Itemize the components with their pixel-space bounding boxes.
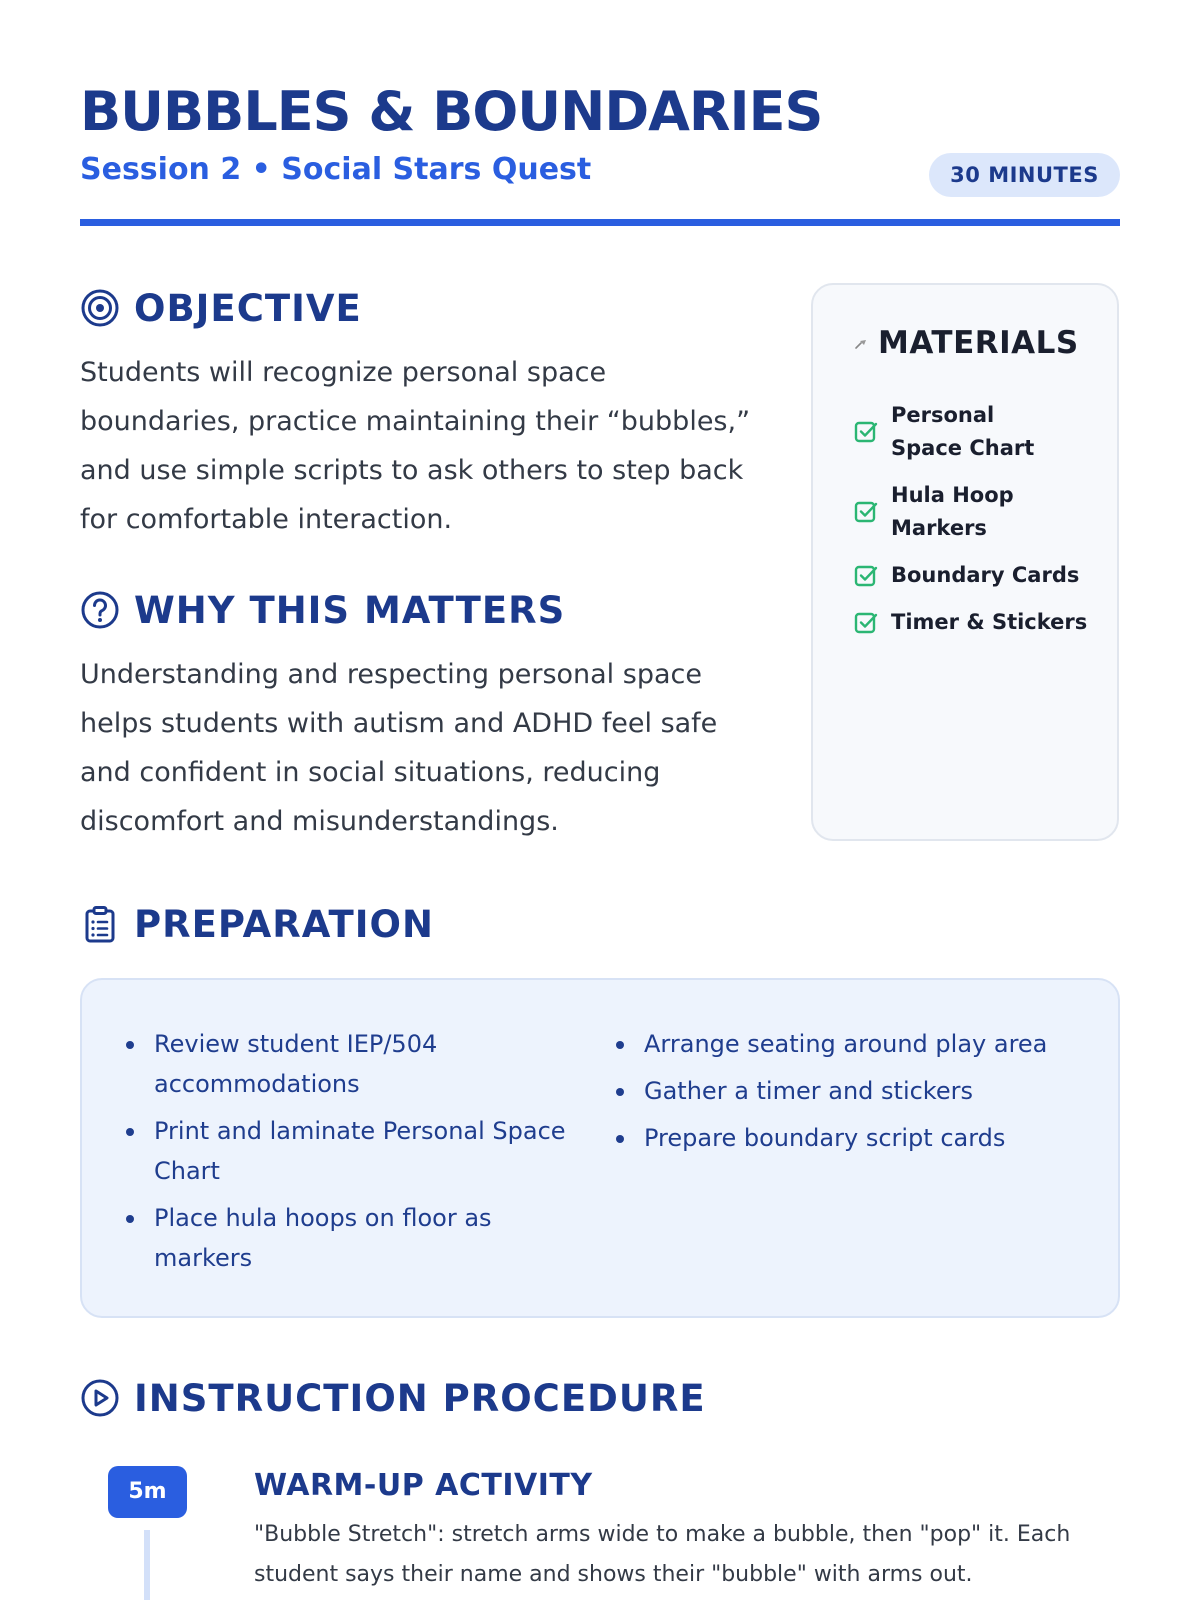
preparation-box bbox=[80, 978, 1120, 1318]
preparation-item-label: Arrange seating around play area bbox=[644, 1030, 1048, 1058]
materials-item bbox=[853, 399, 1103, 465]
materials-card bbox=[811, 283, 1119, 841]
materials-item-label: Personal Space Chart bbox=[891, 403, 1035, 460]
preparation-item bbox=[126, 1198, 571, 1278]
objective-text: Students will recognize personal space boundaries, practice maintaining their “bubbles,” and use simple scripts to ask others to step back for comfortable interaction. bbox=[80, 357, 751, 535]
objective-heading-label: OBJECTIVE bbox=[134, 286, 362, 330]
bullet-icon bbox=[616, 1135, 624, 1143]
preparation-item-label: Review student IEP/504 accommodations bbox=[154, 1030, 438, 1098]
preparation-item bbox=[126, 1024, 571, 1104]
materials-item-label: Hula Hoop Markers bbox=[891, 483, 1014, 540]
preparation-item bbox=[126, 1111, 571, 1191]
materials-item-label: Boundary Cards bbox=[891, 563, 1080, 587]
preparation-item-label: Print and laminate Personal Space Chart bbox=[154, 1117, 566, 1185]
why-text: Understanding and respecting personal space helps students with autism and ADHD feel safe and confident in social situations, reducing discomfort and misunderstandings. bbox=[80, 659, 718, 837]
play-circle-icon bbox=[80, 1378, 120, 1418]
preparation-heading bbox=[80, 900, 434, 948]
preparation-heading-label: PREPARATION bbox=[134, 902, 434, 946]
materials-heading-label: MATERIALS bbox=[878, 325, 1079, 361]
preparation-item-label: Place hula hoops on floor as markers bbox=[154, 1204, 492, 1272]
check-square-icon bbox=[853, 563, 879, 589]
duration-badge: 30 MINUTES bbox=[929, 153, 1120, 197]
step-duration-badge: 5m bbox=[108, 1466, 187, 1518]
step-description: "Bubble Stretch": stretch arms wide to make a bubble, then "pop" it. Each student says their name and shows their "bubble" with arms out. bbox=[254, 1522, 1071, 1587]
bullet-icon bbox=[126, 1215, 134, 1223]
step-title: WARM-UP ACTIVITY bbox=[254, 1468, 593, 1503]
page-title: BUBBLES & BOUNDARIES bbox=[80, 80, 823, 143]
pin-icon bbox=[854, 336, 868, 350]
question-circle-icon bbox=[80, 590, 120, 630]
preparation-item bbox=[616, 1071, 1086, 1111]
why-heading bbox=[80, 586, 565, 634]
procedure-heading bbox=[80, 1374, 706, 1422]
session-subtitle: Session 2 • Social Stars Quest bbox=[80, 152, 592, 187]
procedure-heading-label: INSTRUCTION PROCEDURE bbox=[134, 1376, 706, 1420]
clipboard-icon bbox=[80, 904, 120, 944]
timeline-connector bbox=[144, 1530, 150, 1600]
why-heading-label: WHY THIS MATTERS bbox=[134, 588, 566, 632]
preparation-item bbox=[616, 1118, 1086, 1158]
preparation-item-label: Prepare boundary script cards bbox=[644, 1124, 1006, 1152]
materials-item bbox=[853, 559, 1103, 592]
materials-list bbox=[853, 399, 1103, 653]
bullet-icon bbox=[616, 1041, 624, 1049]
header-divider bbox=[80, 219, 1120, 226]
bullet-icon bbox=[616, 1088, 624, 1096]
check-square-icon bbox=[853, 610, 879, 636]
bullet-icon bbox=[126, 1128, 134, 1136]
materials-heading bbox=[854, 325, 1079, 361]
bullet-icon bbox=[126, 1041, 134, 1049]
materials-item-label: Timer & Stickers bbox=[891, 610, 1088, 634]
materials-item bbox=[853, 606, 1103, 639]
materials-item bbox=[853, 479, 1103, 545]
target-icon bbox=[80, 288, 120, 328]
check-square-icon bbox=[853, 419, 879, 445]
check-square-icon bbox=[853, 499, 879, 525]
preparation-item bbox=[616, 1024, 1086, 1064]
preparation-list-left bbox=[126, 1024, 571, 1285]
preparation-item-label: Gather a timer and stickers bbox=[644, 1077, 973, 1105]
objective-heading bbox=[80, 284, 362, 332]
preparation-list-right bbox=[616, 1024, 1086, 1165]
